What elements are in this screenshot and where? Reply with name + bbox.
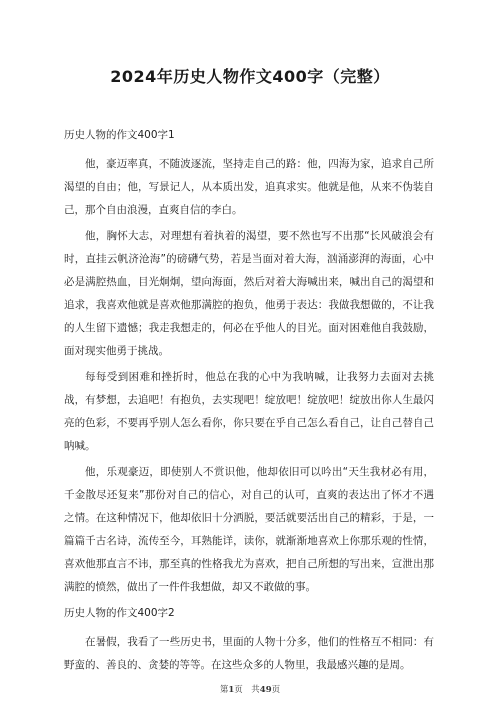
- paragraph: 他，乐观豪迈，即使别人不赏识他，他却依旧可以吟出“天生我材必有用，千金散尽还复来”那份对自己的信心，对自己的认可，直爽的表达出了怀才不遇之情。在这种情况下，他却依旧十分洒脱，要活就要活出自己的精彩，于是，一篇篇千古名诗，流传至今，耳熟能详，读你，就渐渐地喜欢上你那乐观的性情，喜欢他那直言不讳，那至真的性格我尤为喜欢，把自己所想的写出来，宣泄出那满腔的愤然，做出了一件件我想做，却又不敢做的事。: [64, 466, 434, 593]
- footer-suffix: 页: [271, 685, 281, 695]
- footer-mid: 页 共: [234, 685, 260, 695]
- paragraph: 他，豪迈率真，不随波逐流，坚持走自己的路：他，四海为家，追求自己所渴望的自由；他，写景记人，从本质出发，追真求实。他就是他，从来不伪装自己，那个自由浪漫，直爽自信的李白。: [64, 158, 434, 216]
- paragraph: 每每受到困难和挫折时，他总在我的心中为我呐喊，让我努力去面对去挑战，有梦想，去追吧！有抱负，去实现吧！绽放吧！绽放吧！绽放出你人生最闪亮的色彩，不要再乎别人怎么看你，你只要在乎自己怎么看自己，让自己替自己呐喊。: [64, 371, 434, 452]
- document-body: [64, 124, 434, 680]
- current-page-number: 1: [228, 685, 235, 695]
- total-pages: 49: [259, 685, 272, 695]
- paragraph: 他，胸怀大志，对理想有着执着的渴望，要不然也写不出那“长风破浪会有时，直挂云帆济沧海”的磅礴气势，若是当面对着大海，汹涌澎湃的海面，心中必是满腔热血，目光炯炯，望向海面，然后对着大海喊出来，喊出自己的渴望和追求，我喜欢他就是喜欢他那满腔的抱负，他勇于表达：我做我想做的，不让我的人生留下遗憾；我走我想走的，何必在乎他人的目光。面对困难他自我鼓励，面对现实他勇于挑战。: [64, 230, 434, 357]
- section-heading-2: 历史人物的作文400字2: [64, 607, 175, 619]
- page-footer: [0, 683, 500, 695]
- paragraph: 在暑假，我看了一些历史书，里面的人物十分多，他们的性格互不相同：有野蛮的、善良的、贪婪的等等。在这些众多的人物里，我最感兴趣的是周。: [64, 636, 434, 671]
- section-heading-1: 历史人物的作文400字1: [64, 129, 175, 141]
- footer-prefix: 第: [219, 685, 229, 695]
- document-title: 2024年历史人物作文400字（完整）: [110, 67, 390, 86]
